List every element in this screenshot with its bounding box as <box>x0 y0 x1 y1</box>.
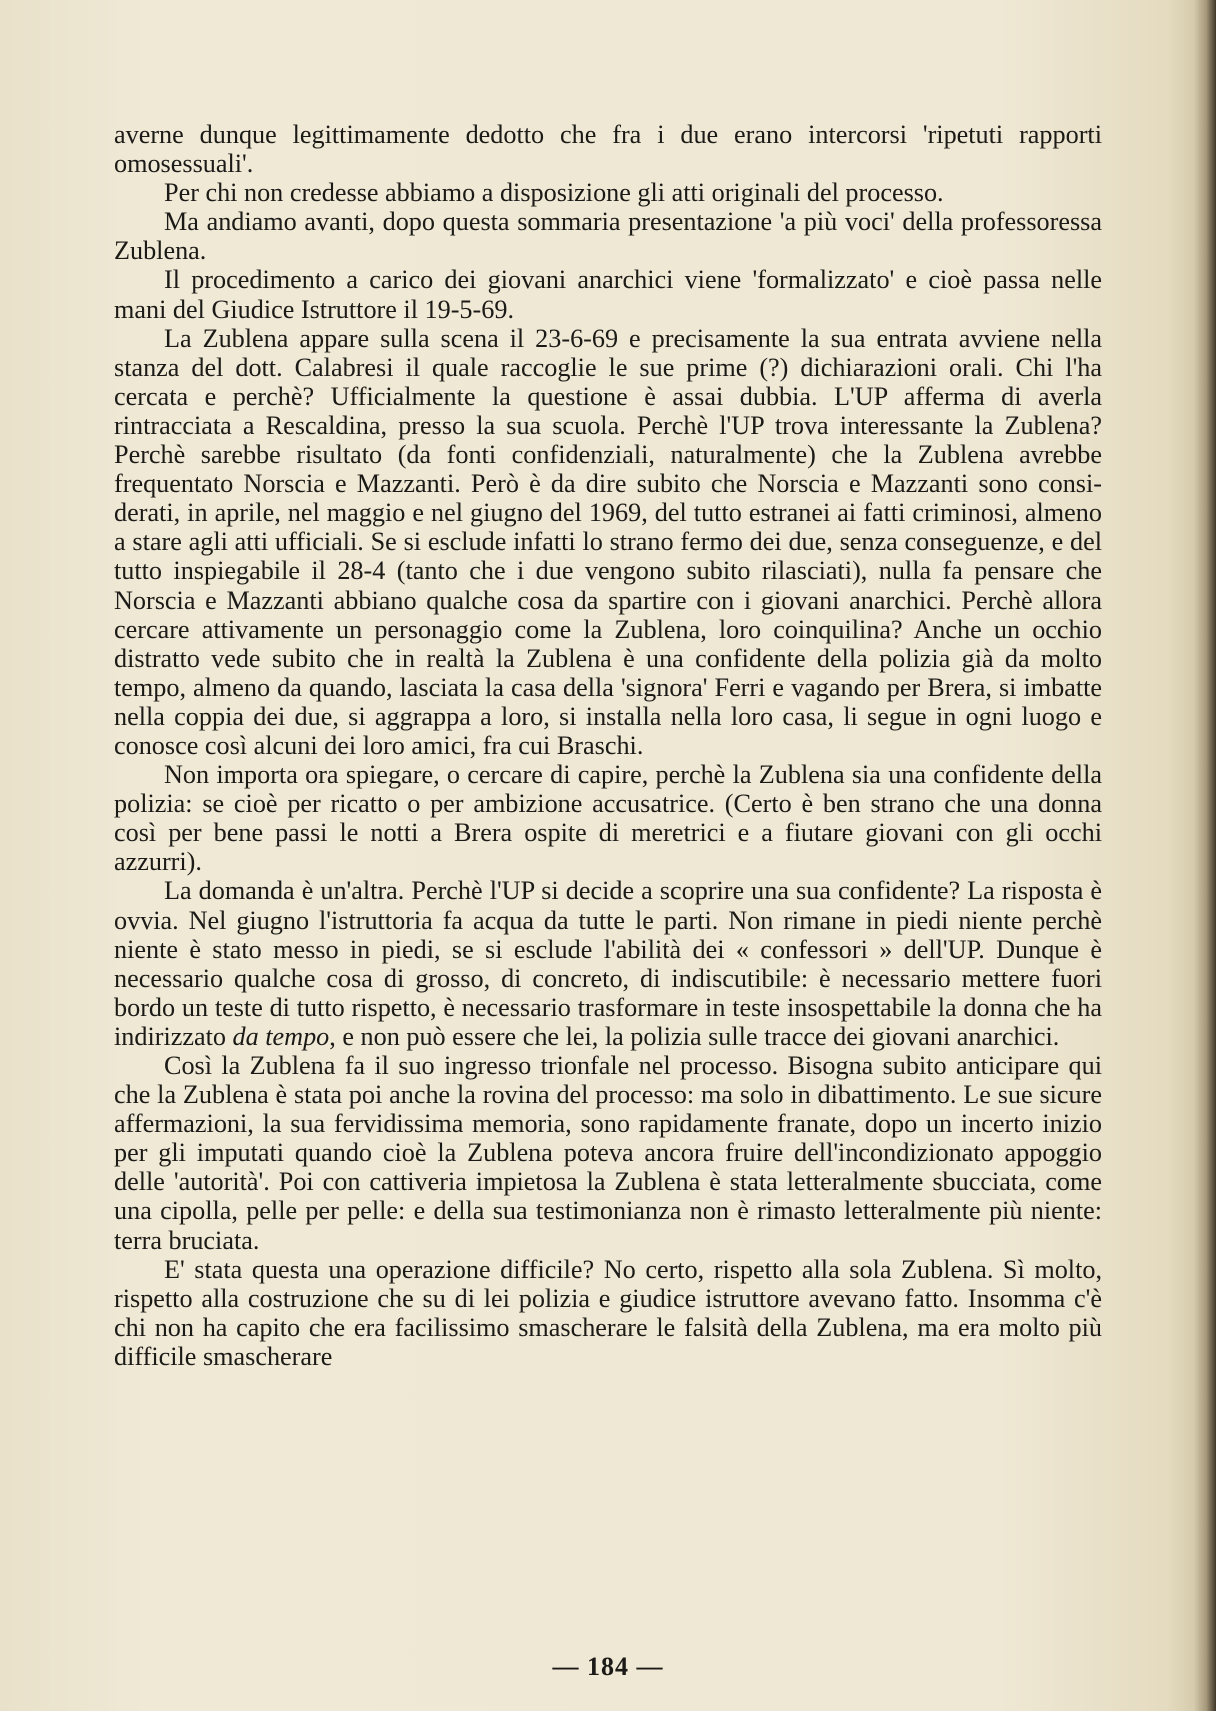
binding-edge <box>1194 0 1216 1711</box>
paragraph-la-domanda-tail: , e non può essere che lei, la polizia sulle tracce dei giovani anarchici. <box>329 1021 1060 1051</box>
paragraph-zublena-appare: La Zublena appare sulla scena il 23-6-69 e precisamente la sua entrata avviene nella stanza del dott. Calabresi il quale raccoglie le sue prime (?) dichiarazioni orali. Chi l'ha cercata e perchè? Ufficialmente la questione è assai dubbia. L'UP afferma di averla rintracciata a Rescaldina, presso la sua scuola. Perchè l'UP trova interessante la Zublena? Perchè sarebbe risultato (da fonti confidenziali, naturalmente) che la Zublena avrebbe frequentato Norscia e Mazzanti. Però è da dire subito che Norscia e Mazzanti sono considerati, in aprile, nel maggio e nel giugno del 1969, del tutto estranei ai fatti criminosi, almeno a stare agli atti ufficiali. Se si esclude infatti lo strano fermo dei due, senza conseguenze, e del tutto inspiegabile il 28-4 (tanto che i due vengono subito rilasciati), nulla fa pensare che Norscia e Mazzanti abbiano qualche cosa da spartire con i giovani anarchici. Perchè allora cercare attivamente un personaggio come la Zublena, loro coinquilina? Anche un occhio distratto vede subito che in realtà la Zublena è una confidente della polizia già da molto tempo, almeno da quando, lasciata la casa della 'signora' Ferri e vagando per Brera, si imbatte nella coppia dei due, si aggrappa a loro, si installa nella loro casa, li segue in ogni luogo e conosce così alcuni dei loro amici, fra cui Braschi. <box>114 323 1102 760</box>
italic-da-tempo: da tempo <box>232 1021 330 1051</box>
page-number: — 184 — <box>552 1652 664 1681</box>
text-column <box>114 120 1102 1371</box>
paragraph-non-importa: Non importa ora spiegare, o cercare di capire, perchè la Zublena sia una confidente della polizia: se cioè per ricatto o per ambizione accusatrice. (Certo è ben strano che una donna così per bene passi le notti a Brera ospite di meretrici e a fiutare giovani con gli occhi azzurri). <box>114 760 1102 877</box>
paragraph-andiamo-avanti: Ma andiamo avanti, dopo questa sommaria presentazione 'a più voci' della professoressa Zublena. <box>114 207 1102 266</box>
paragraph-continuation: averne dunque legittimamente dedotto che fra i due erano intercorsi 'ripetuti rapporti omosessuali'. <box>114 120 1102 179</box>
paragraph-processo: Per chi non credesse abbiamo a disposizione gli atti originali del processo. <box>164 178 944 208</box>
paragraph-procedimento: Il procedimento a carico dei giovani anarchici viene 'formalizzato' e cioè passa nelle mani del Giudice Istruttore il 19-5-69. <box>114 265 1102 324</box>
paragraph-la-domanda-text: La domanda è un'altra. Perchè l'UP si decide a scoprire una sua confidente? La risposta è ovvia. Nel giugno l'istruttoria fa acqua da tutte le parti. Non rimane in piedi niente perchè niente è stato messo in piedi, se si esclude l'abilità dei « confessori » dell'UP. Dunque è necessario qualche cosa di grosso, di concreto, di indiscutibile: è necessario mettere fuori bordo un teste di tutto rispetto, è necessario trasformare in teste insospettabile la donna che ha indirizzato <box>114 876 1102 1051</box>
paragraph-la-domanda <box>114 876 1102 1051</box>
paragraph-ingresso-trionfale: Così la Zublena fa il suo ingresso trionfale nel processo. Bisogna subito anticipare qui che la Zublena è stata poi anche la rovina del processo: ma solo in dibattimento. Le sue sicure affermazioni, la sua fervidissima memoria, sono rapidamente franate, dopo un incerto inizio per gli imputati quando cioè la Zublena poteva ancora fruire dell'incondizionato appoggio delle 'autorità'. Poi con cattiveria impietosa la Zublena è stata letteralmente sbucciata, come una cipolla, pelle per pelle: e della sua testimonianza non è rimasto letteralmente più niente: terra bruciata. <box>114 1051 1102 1255</box>
paragraph-operazione-difficile: E' stata questa una operazione difficile? No certo, rispetto alla sola Zublena. Sì molto, rispetto alla costruzione che su di lei polizia e giudice istruttore avevano fatto. Insomma c'è chi non ha capito che era facilissimo smascherare le falsità della Zublena, ma era molto più difficile smascherare <box>114 1254 1102 1371</box>
